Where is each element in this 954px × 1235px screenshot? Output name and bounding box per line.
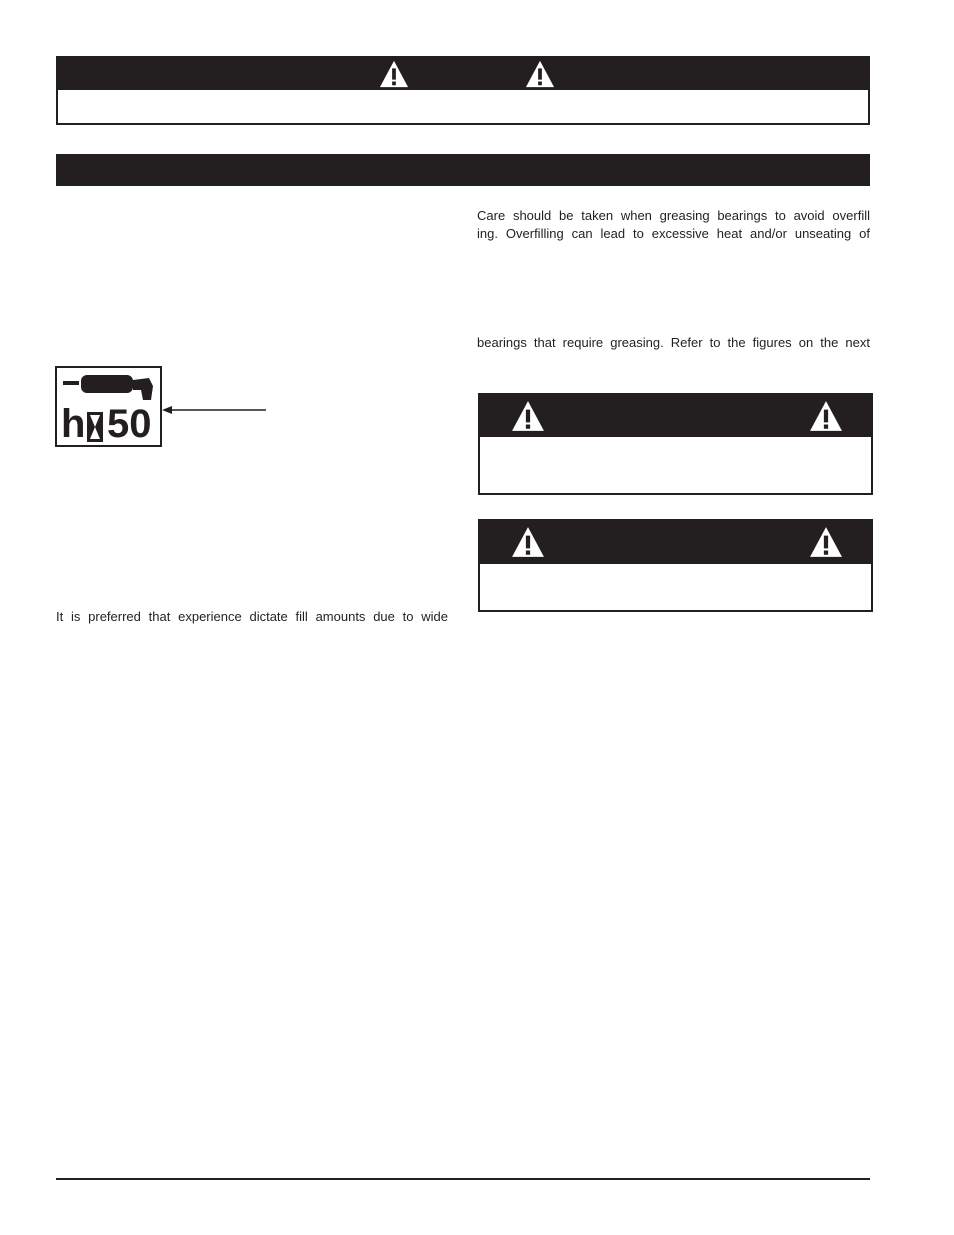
- left-text-line: It is preferred that experience dictate fill amounts due to wide: [56, 609, 448, 624]
- warning-triangle-icon: [509, 399, 547, 433]
- footer-rule: [56, 1178, 870, 1180]
- grease-interval-symbol: [55, 366, 162, 447]
- hourglass-icon: [87, 412, 103, 442]
- warning-triangle-icon: [509, 525, 547, 559]
- interval-hours: 50: [107, 402, 152, 446]
- warning-triangle-icon: [524, 59, 556, 89]
- interval-letter: h: [61, 402, 86, 446]
- section-header-bar: [56, 154, 870, 186]
- warning-triangle-icon: [807, 399, 845, 433]
- top-warning-box: [56, 56, 870, 125]
- arrow-icon: [160, 400, 270, 420]
- right-text-line-3: bearings that require greasing. Refer to the figures on the next: [477, 335, 870, 350]
- grease-gun-icon: [61, 372, 157, 402]
- warning-triangle-icon: [807, 525, 845, 559]
- warning-box-1: [478, 393, 873, 495]
- warning-box-2: [478, 519, 873, 612]
- right-text-line-1: Care should be taken when greasing bearings to avoid overfill: [477, 208, 870, 223]
- right-text-line-2: ing. Overfilling can lead to excessive heat and/or unseating of: [477, 226, 870, 241]
- top-warning-header: [58, 58, 868, 90]
- warning-triangle-icon: [378, 59, 410, 89]
